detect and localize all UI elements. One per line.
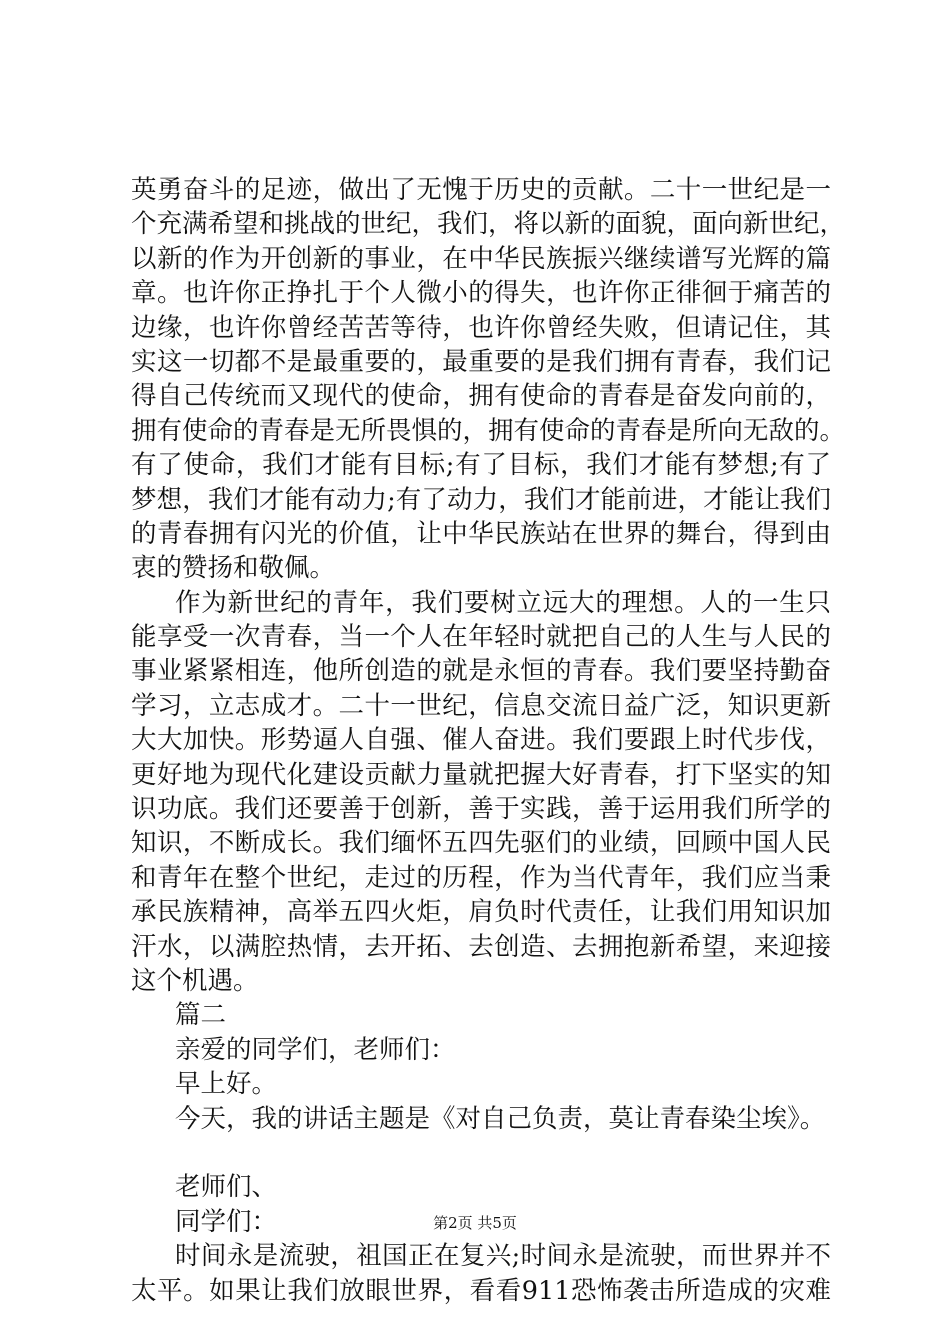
text-line: 更好地为现代化建设贡献力量就把握大好青春，打下坚实的知 (131, 759, 831, 790)
salutation: 亲爱的同学们，老师们： (175, 1034, 456, 1065)
text-line: 和青年在整个世纪，走过的历程，作为当代青年，我们应当秉 (131, 862, 831, 893)
address-teachers: 老师们、 (175, 1172, 278, 1203)
text-line: 梦想，我们才能有动力;有了动力，我们才能前进，才能让我们 (131, 484, 831, 515)
text-line: 衷的赞扬和敬佩。 (131, 553, 336, 584)
text-line: 边缘，也许你曾经苦苦等待，也许你曾经失败，但请记住，其 (131, 312, 831, 343)
text-line: 有了使命，我们才能有目标;有了目标，我们才能有梦想;有了 (131, 450, 831, 481)
text-line: 能享受一次青春，当一个人在年轻时就把自己的人生与人民的 (131, 622, 831, 653)
document-body (131, 173, 846, 1308)
text-line: 大大加快。形势逼人自强、催人奋进。我们要跟上时代步伐， (131, 725, 831, 756)
text-line: 汗水，以满腔热情，去开拓、去创造、去拥抱新希望，来迎接 (131, 931, 831, 962)
text-line: 拥有使命的青春是无所畏惧的，拥有使命的青春是所向无敌的。 (131, 415, 846, 446)
address-students: 同学们： (175, 1206, 278, 1237)
text-line: 章。也许你正挣扎于个人微小的得失，也许你正徘徊于痛苦的 (131, 278, 831, 309)
text-line: 作为新世纪的青年，我们要树立远大的理想。人的一生只 (175, 587, 831, 618)
text-line: 得自己传统而又现代的使命，拥有使命的青春是奋发向前的， (131, 381, 831, 412)
text-line: 英勇奋斗的足迹，做出了无愧于历史的贡献。二十一世纪是一 (131, 175, 831, 205)
text-line: 实这一切都不是最重要的，最重要的是我们拥有青春，我们记 (131, 346, 831, 377)
text-line: 太平。如果让我们放眼世界，看看911恐怖袭击所造成的灾难 (131, 1275, 831, 1306)
speech-topic: 今天，我的讲话主题是《对自己负责，莫让青春染尘埃》。 (175, 1103, 826, 1134)
text-line: 事业紧紧相连，他所创造的就是永恒的青春。我们要坚持勤奋 (131, 656, 831, 687)
greeting: 早上好。 (175, 1069, 278, 1100)
blank-line (131, 1136, 831, 1170)
text-line: 的青春拥有闪光的价值，让中华民族站在世界的舞台，得到由 (131, 518, 831, 549)
text-line: 这个机遇。 (131, 965, 259, 996)
text-line: 以新的作为开创新的事业，在中华民族振兴继续谱写光辉的篇 (131, 243, 831, 274)
text-line: 时间永是流驶，祖国正在复兴;时间永是流驶，而世界并不 (175, 1241, 831, 1272)
page-number-footer: 第2页 共5页 (433, 1214, 517, 1232)
text-line: 识功底。我们还要善于创新，善于实践，善于运用我们所学的 (131, 794, 831, 825)
section-heading: 篇二 (175, 1000, 227, 1031)
text-line: 承民族精神，高举五四火炬，肩负时代责任，让我们用知识加 (131, 897, 831, 928)
text-line: 学习，立志成才。二十一世纪，信息交流日益广泛，知识更新 (131, 690, 831, 721)
text-line: 个充满希望和挑战的世纪，我们，将以新的面貌，面向新世纪， (131, 209, 846, 240)
text-line: 知识，不断成长。我们缅怀五四先驱们的业绩，回顾中国人民 (131, 828, 831, 859)
